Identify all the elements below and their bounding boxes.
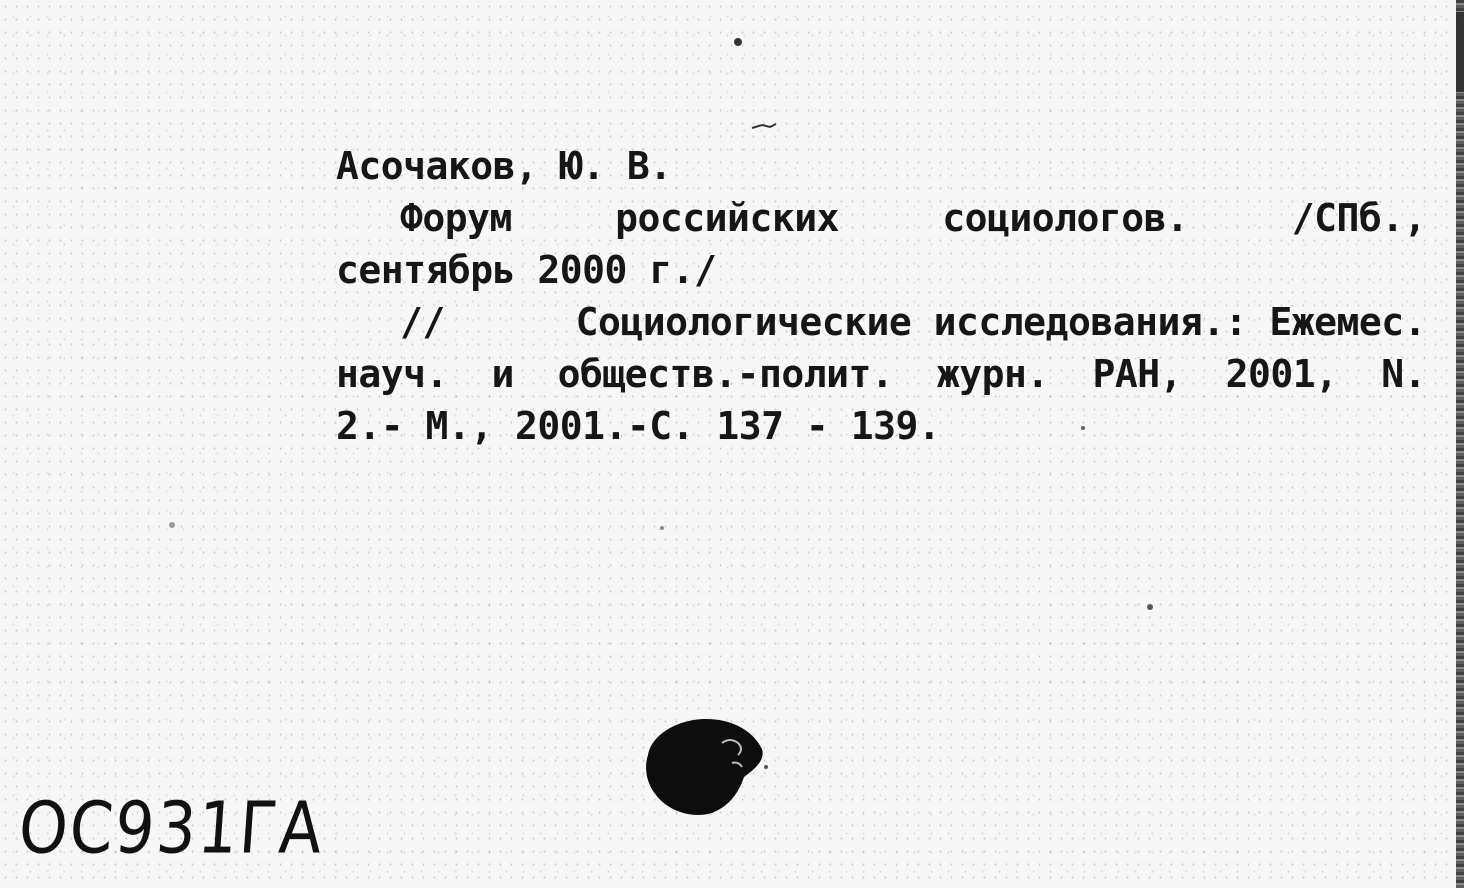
source-word: журн.: [936, 352, 1049, 396]
source-word: 2001,: [1225, 352, 1338, 396]
shelf-mark: ОС931ГА: [16, 786, 327, 870]
source-line-1: [336, 296, 1426, 348]
source-line-2: [336, 348, 1426, 400]
source-word: N.: [1381, 352, 1426, 396]
title-line-2: сентябрь 2000 г./: [336, 248, 717, 292]
source-word: науч.: [336, 352, 448, 396]
scan-edge: [1456, 0, 1464, 888]
source-journal: Социологические исследования.: Ежемес.: [575, 300, 1426, 344]
bibliographic-entry: [336, 140, 1426, 452]
title-word: российских: [615, 196, 839, 240]
source-word: и: [491, 352, 514, 396]
source-word: обществ.-полит.: [557, 352, 894, 396]
title-word: Форум: [400, 196, 512, 240]
title-word: социологов.: [942, 196, 1189, 240]
punch-hole: [640, 715, 772, 819]
source-separator: //: [400, 300, 445, 344]
title-line-1: [336, 192, 1426, 244]
source-word: РАН,: [1092, 352, 1182, 396]
title-word: /СПб.,: [1291, 196, 1426, 240]
author-line: Асочаков, Ю. В.: [336, 144, 672, 188]
source-line-3: 2.- М., 2001.-С. 137 - 139.: [336, 404, 941, 448]
